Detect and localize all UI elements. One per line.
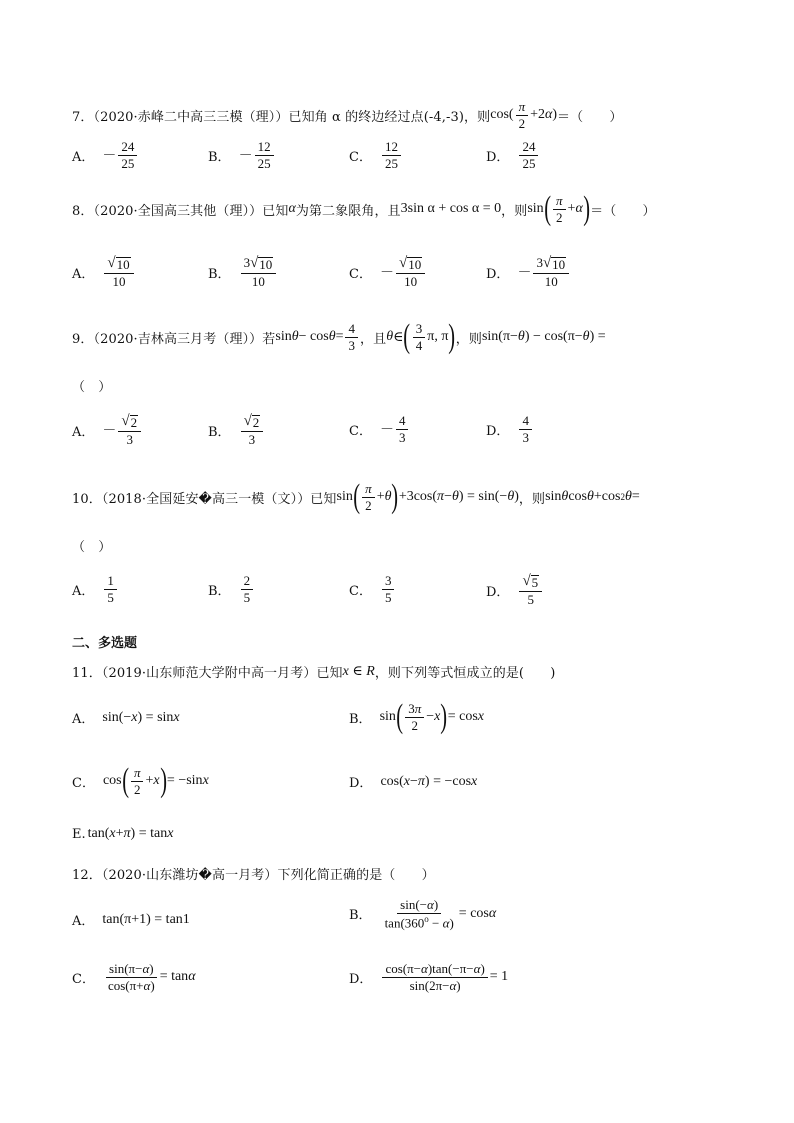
- q8-option-d[interactable]: D． － 3 √ 10 10: [486, 256, 571, 288]
- q10-option-a[interactable]: A． $\frac{1}{5}$: [72, 574, 119, 604]
- q10-option-b[interactable]: B． $\frac{2}{5}$: [208, 574, 255, 604]
- q11-option-a[interactable]: A． sin(− x ) = sin x: [72, 709, 180, 727]
- q9-option-a[interactable]: A． － √ 2 3: [72, 414, 143, 446]
- q7-option-d[interactable]: D． $\frac{24}{25}$: [486, 140, 540, 170]
- q9-option-b[interactable]: B． √ 2 3: [208, 414, 265, 446]
- q7-option-b[interactable]: B． － $\frac{12}{25}$: [208, 140, 276, 170]
- q9-stem: 9．（2020·吉林高三月考（理））若 sin θ − cos θ = $\frac{4}{3}$ ，且 θ ∈ ( $\frac{3}{4}$ π, π ) ，则 sin(π− θ ) − cos(π− θ ) =: [72, 318, 606, 355]
- q10-option-c[interactable]: C． $\frac{3}{5}$: [349, 574, 396, 604]
- q8-stem: 8．（2020·全国高三其他（理））已知 α 为第二象限角，且 3sin α + cos α = 0 ，则 sin ( $\frac{\pi}{2}$ + α ) ＝（ ）: [72, 190, 656, 227]
- q7-stem: 7．（2020·赤峰二中高三三模（理））已知角 α 的终边经过点(-4,-3)，则 cos( $\frac{\pi}{2}$ +2 α ) ＝（ ）: [72, 99, 623, 131]
- q9-option-d[interactable]: D． $\frac{4}{3}$: [486, 414, 534, 444]
- q11-stem: 11．（2019·山东师范大学附中高一月考）已知 x ∈ R ，则下列等式恒成立的是( ): [72, 664, 556, 681]
- q10-blank: （ ）: [72, 540, 112, 555]
- q9-blank: （ ）: [72, 380, 112, 395]
- q9-option-c[interactable]: C． － $\frac{4}{3}$: [349, 414, 410, 444]
- q7-option-c[interactable]: C． $\frac{12}{25}$: [349, 140, 403, 170]
- q7-expr: cos( $\frac{\pi}{2}$ +2 α ): [490, 99, 558, 131]
- q11-option-e[interactable]: E. tan( x + π ) = tan x: [72, 826, 174, 842]
- q8-option-a[interactable]: A． √ 10 10: [72, 256, 136, 288]
- q11-option-b[interactable]: B． sin ( $\frac{3\pi}{2}$ − x ) = cos x: [349, 698, 484, 735]
- q8-option-b[interactable]: B． 3 √ 10 10: [208, 256, 278, 288]
- q10-stem: 10．（2018·全国延安�高三一模（文））已知 sin ( $\frac{\pi}{2}$ + θ ) +3cos( π − θ ) = sin(− θ ) ，则 sin θ cos θ +cos 2 θ =: [72, 478, 640, 515]
- q12-option-b[interactable]: B． $\frac{\sin(-\alpha)}{\tan(360^o - \alpha)}$ = cos α: [349, 897, 497, 930]
- q11-option-d[interactable]: D． cos( x − π ) = −cos x: [349, 773, 478, 791]
- q12-option-c[interactable]: C． $\frac{\sin(\pi-\alpha)}{\cos(\pi+\alpha)}$ = tan α: [72, 961, 196, 993]
- q11-option-c[interactable]: C． cos ( $\frac{\pi}{2}$ + x ) = −sin x: [72, 762, 209, 799]
- q7-option-a[interactable]: A． － $\frac{24}{25}$: [72, 140, 139, 170]
- q12-option-d[interactable]: D． $\frac{\cos(\pi-\alpha)\tan(-\pi-\alpha)}{\sin(2\pi-\alpha)}$ = 1: [349, 961, 509, 993]
- q8-option-c[interactable]: C． － √ 10 10: [349, 256, 427, 288]
- q10-option-d[interactable]: D． √ 5 5: [486, 574, 544, 606]
- q12-option-a[interactable]: A． tan(π+1) = tan1: [72, 911, 190, 929]
- section-heading: 二、多选题: [72, 636, 138, 651]
- q12-stem: 12．（2020·山东潍坊�高一月考）下列化简正确的是（ ）: [72, 868, 435, 883]
